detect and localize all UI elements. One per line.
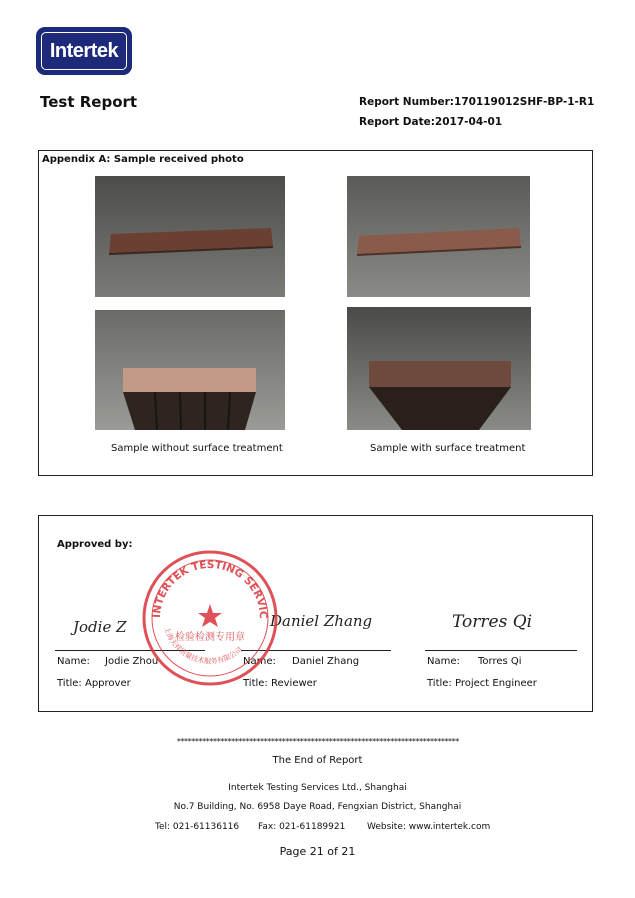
photo-treated-top — [347, 176, 530, 297]
title-3: Title: Project Engineer — [427, 678, 537, 689]
signature-torres: Torres Qi — [452, 612, 533, 632]
report-title: Test Report — [40, 93, 138, 111]
company-name: Intertek Testing Services Ltd., Shanghai — [228, 783, 407, 793]
name-value-2: Daniel Zhang — [292, 656, 360, 667]
tel: Tel: 021-61136116 — [155, 822, 240, 832]
signature-jodie: Jodie Z — [73, 618, 127, 636]
photo-untreated-top — [95, 176, 285, 297]
svg-text:上海天祥质量技术服务有限公司: 上海天祥质量技术服务有限公司 — [162, 626, 244, 666]
page-number: Page 21 of 21 — [279, 845, 356, 858]
website: Website: www.intertek.com — [367, 822, 491, 832]
caption-treated: Sample with surface treatment — [370, 443, 526, 454]
logo-text: Intertek — [49, 39, 119, 62]
title-2: Title: Reviewer — [243, 678, 317, 689]
caption-untreated: Sample without surface treatment — [111, 443, 283, 454]
name-value-1: Jodie Zhou — [105, 656, 159, 667]
appendix-heading: Appendix A: Sample received photo — [42, 154, 244, 165]
report-date: Report Date:2017-04-01 — [359, 116, 503, 128]
signature-line-3 — [425, 650, 577, 651]
intertek-logo — [38, 29, 130, 73]
name-label-3: Name: — [427, 656, 460, 667]
fax: Fax: 021-61189921 — [258, 822, 346, 832]
svg-text:检验检测专用章: 检验检测专用章 — [175, 632, 245, 643]
title-1: Title: Approver — [57, 678, 131, 689]
company-address: No.7 Building, No. 6958 Daye Road, Fengxian District, Shanghai — [173, 802, 462, 812]
stars-separator: ****************************************************************************** — [176, 737, 459, 746]
photo-untreated-end — [95, 310, 285, 430]
photo-treated-end — [347, 307, 531, 430]
report-number: Report Number:170119012SHF-BP-1-R1 — [359, 96, 595, 108]
name-label-2: Name: — [243, 656, 276, 667]
end-of-report: The End of Report — [272, 755, 363, 766]
name-label-1: Name: — [57, 656, 90, 667]
official-seal-stamp — [140, 548, 280, 688]
signature-daniel: Daniel Zhang — [270, 612, 373, 630]
svg-text:INTERTEK TESTING SERVICES LTD.: INTERTEK TESTING SERVIC — [150, 558, 270, 619]
name-value-3: Torres Qi — [478, 656, 522, 667]
approved-by-heading: Approved by: — [57, 539, 133, 550]
